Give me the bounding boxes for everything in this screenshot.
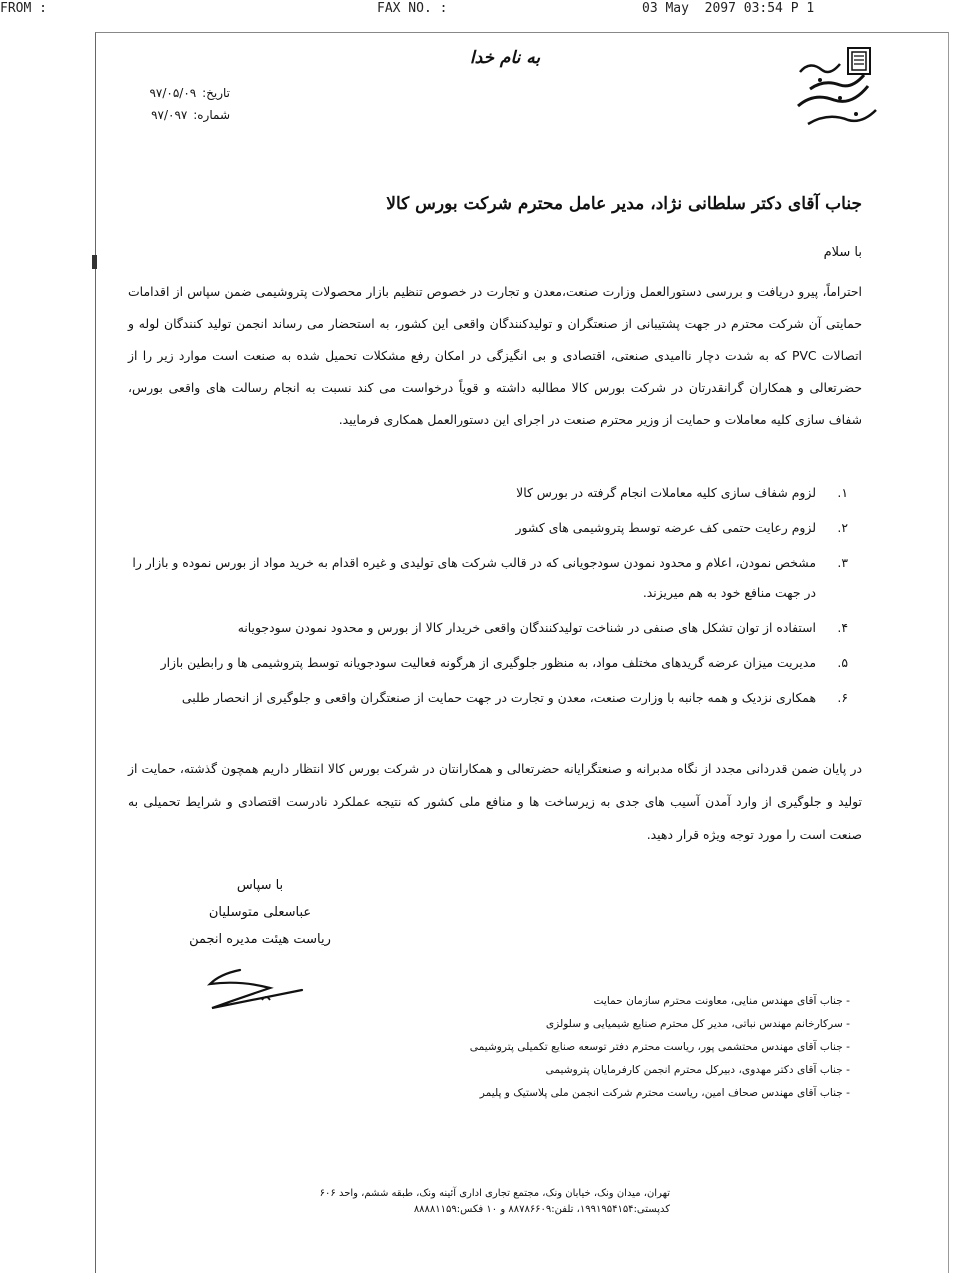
list-item: ۳. مشخص نمودن، اعلام و محدود نمودن سودجویانی که در قالب شرکت های تولیدی و غیره اقدام به خرید مواد از بورس نموده و بازار را در جهت منافع خود به هم میریزند. xyxy=(132,555,848,600)
bismillah-heading: به نام خدا xyxy=(469,48,541,68)
margin-mark xyxy=(92,255,97,269)
cc-item: - جناب آقای مهندس صحاف امین، ریاست محترم شرکت انجمن ملی پلاستیک و پلیمر xyxy=(479,1087,850,1099)
signer-title: ریاست هیئت مدیره انجمن xyxy=(189,932,331,947)
body-paragraph: احتراماً، پیرو دریافت و بررسی دستورالعمل وزارت صنعت،معدن و تجارت در خصوص تنظیم بازار محصولات پتروشیمی ضمن سپاس از اقدامات حمایتی آن شرکت محترم در جهت پشتیبانی از صنعتگران و تولیدکنندگان واقعی این کشور، به استحضار می رساند انجمن تولید کنندگان لوله و اتصالات PVC که به شدت دچار ناامیدی صنعتی، اقتصادی و بی انگیزگی در امکان رفع مشکلات تحمیل شده به صنعت است موارد زیر را از حضرتعالی و همکاران گرانقدرتان در شرکت بورس کالا مطالبه داشته و قویاً درخواست می کند نسبت به انجام رسالت های واقعی بورس، شفاف سازی کلیه معاملات و حمایت از وزیر محترم صنعت در اجرای این دستورالعمل همکاری فرمایید. xyxy=(128,284,863,427)
addressee-heading: جناب آقای دکتر سلطانی نژاد، مدیر عامل محترم شرکت بورس کالا xyxy=(386,194,862,214)
date-label: تاریخ: xyxy=(202,86,230,100)
letter-footer xyxy=(250,1186,670,1218)
list-item: ۱. لزوم شفاف سازی کلیه معاملات انجام گرفته در بورس کالا xyxy=(516,485,848,500)
fax-header xyxy=(0,0,962,20)
list-item: ۵. مدیریت میزان عرضه گریدهای مختلف مواد، به منظور جلوگیری از هرگونه فعالیت سودجویانه توسط پتروشیمی ها و رابطین بازار xyxy=(160,655,848,670)
letter-number xyxy=(130,108,230,122)
cc-item: - سرکارخانم مهندس نباتی، مدیر کل محترم صنایع شیمیایی و سلولزی xyxy=(545,1018,850,1030)
cc-list xyxy=(450,990,850,1105)
regards-text: با سپاس xyxy=(236,878,284,893)
footer-address: تهران، میدان ونک، خیابان ونک، مجتمع تجاری اداری آئینه ونک، طبقه ششم، واحد ۶۰۶ xyxy=(319,1188,670,1199)
list-item: ۲. لزوم رعایت حتمی کف عرضه توسط پتروشیمی های کشور xyxy=(515,520,848,535)
letter-date xyxy=(130,86,230,100)
cc-item: - جناب آقای مهندس منایی، معاونت محترم سازمان حمایت xyxy=(593,995,850,1007)
signer-name: عباسعلی متوسلیان xyxy=(208,905,312,920)
request-list xyxy=(128,478,848,718)
handwritten-signature-icon xyxy=(200,962,310,1012)
fax-from-label: FROM : xyxy=(0,1,47,16)
greeting: با سلام xyxy=(823,245,862,260)
number-label: شماره: xyxy=(193,108,230,122)
cc-item: - جناب آقای مهندس محتشمی پور، ریاست محترم دفتر توسعه صنایع تکمیلی پتروشیمی xyxy=(469,1041,850,1053)
closing-paragraph: در پایان ضمن قدردانی مجدد از نگاه مدبرانه و صنعتگرایانه حضرتعالی و همکارانتان در شرکت بورس کالا انتظار داریم همچون گذشته، حمایت از تولید و جلوگیری از وارد آمدن آسیب های جدی به زیرساخت ها و منافع ملی کشور که نتیجه عملکرد نادرست اقتصادی و شرایط تحمیلی به صنعت است را مورد توجه ویژه قرار دهید. xyxy=(128,761,862,842)
fax-number-label: FAX NO. : xyxy=(377,1,448,16)
cc-item: - جناب آقای دکتر مهدوی، دبیرکل محترم انجمن کارفرمایان پتروشیمی xyxy=(545,1064,850,1076)
fax-datetime: 03 May 2097 03:54 P 1 xyxy=(642,1,815,16)
footer-contact: کدپستی:۱۹۹۱۹۵۴۱۵۴، تلفن:۸۸۷۸۶۶۰۹ و ۱۰ فکس:۸۸۸۸۱۱۵۹ xyxy=(413,1204,670,1215)
date-value: ۹۷/۰۵/۰۹ xyxy=(149,86,197,100)
list-item: ۶. همکاری نزدیک و همه جانبه با وزارت صنعت، معدن و تجارت در جهت حمایت از صنعتگران واقعی و جلوگیری از انحصار طلبی xyxy=(181,690,848,705)
association-emblem-icon xyxy=(790,44,890,144)
number-value: ۹۷/۰۹۷ xyxy=(151,108,188,122)
signature-block xyxy=(170,872,350,953)
list-item: ۴. استفاده از توان تشکل های صنفی در شناخت تولیدکنندگان واقعی خریدار کالا از بورس و محدود نمودن سودجویانه xyxy=(237,620,848,635)
